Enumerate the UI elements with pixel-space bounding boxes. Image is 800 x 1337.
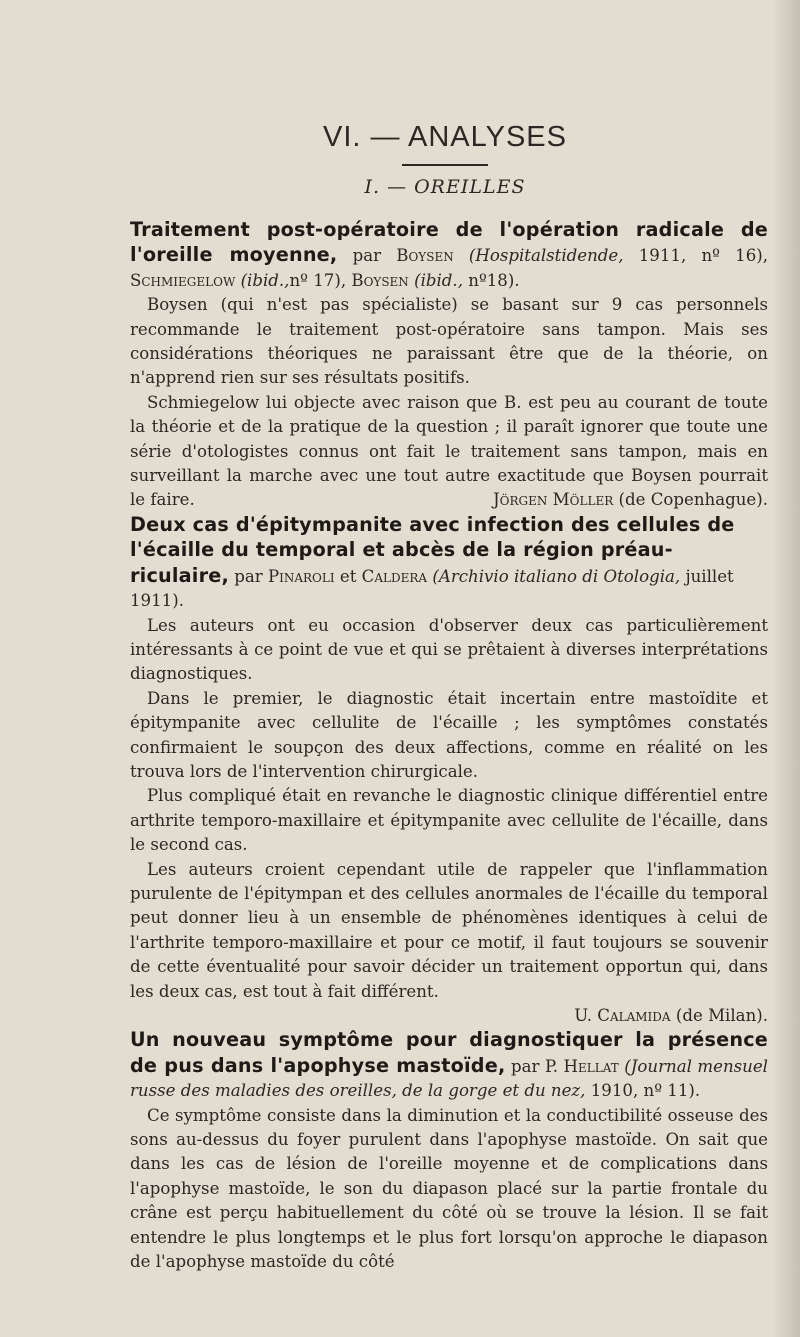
article-1-paragraph: Schmiegelow lui objecte avec raison que B. est peu au courant de toute la théorie et de la pratique de la question ; il paraît ignorer que toute une série d'otologistes connus ont fait le traitement sans tampon, mais en surveillant la marche avec une tout autre exactitude que Boysen pourrait le faire. Jörgen Möller (de Copenhague).: [130, 391, 768, 513]
article-2-paragraph: Les auteurs ont eu occasion d'observer deux cas particulièrement intéressants à ce point de vue et qui se prêtaient à diverses interprétations diagnostiques.: [130, 615, 768, 684]
article-3-source: (Journal mensuel russe des maladies des oreilles, de la gorge et du nez,: [130, 1056, 768, 1101]
article-body: [130, 218, 768, 1274]
article-1-header: Traitement post-opératoire de l'opération radicale de l'oreille moyenne, par Boysen (Hospitalstidende, 1911, nº 16), Schmiegelow (ibid.,nº 17), Boysen (ibid., nº18).: [130, 218, 769, 290]
article-2-signature: U. Calamida (de Milan).: [574, 1006, 768, 1025]
article-2-paragraph: Plus compliqué était en revanche le diagnostic clinique différentiel entre arthrite temporo-maxillaire et épitympanite avec cellulite de l'écaille, dans le second cas.: [130, 786, 768, 855]
article-2-author: Pinaroli: [267, 566, 335, 586]
article-2-heading: Deux cas d'épitympanite avec infection des cellules de l'écaille du temporal et abcès de la région préau-: [130, 512, 735, 562]
article-2-author-2: Caldera: [361, 566, 428, 586]
article-1-heading: Traitement post-opératoire de l'opération radicale de l'oreille moyenne,: [130, 218, 768, 267]
article-2-header: Deux cas d'épitympanite avec infection des cellules de l'écaille du temporal et abcès de la région préau- riculaire, par Pinaroli et Caldera (Archivio italiano di Otologia, juillet 1911).: [130, 512, 735, 611]
subsection-title: I. — OREILLES: [364, 176, 526, 198]
section-dash: —: [370, 121, 401, 153]
article-2-source: (Archivio italiano di Otologia,: [432, 566, 681, 586]
article-1-paragraph: Boysen (qui n'est pas spécialiste) se basant sur 9 cas personnels recommande le traitement post-opératoire sans tampon. Mais ses considérations théoriques ne paraissant être que de la théorie, on n'apprend rien sur ses résultats positifs.: [130, 295, 768, 388]
article-1-signature: Jörgen Möller (de Copenhague).: [493, 490, 768, 510]
article-3-author: P. Hellat: [544, 1056, 619, 1076]
article-1-author-3: Boysen: [351, 270, 409, 290]
article-3-header: Un nouveau symptôme pour diagnostiquer la présence de pus dans l'apophyse mastoïde, par P. Hellat (Journal mensuel russe des maladies des oreilles, de la gorge et du nez, 1910, nº 11).: [130, 1028, 768, 1101]
title-rule: [402, 164, 488, 166]
page-spine-shadow: [772, 0, 800, 1337]
section-title: [120, 121, 770, 154]
section-number: VI.: [323, 121, 362, 153]
article-1-author: Boysen: [396, 246, 454, 266]
article-1-source: (Hospitalstidende,: [468, 246, 624, 266]
article-2-paragraph: Dans le premier, le diagnostic était incertain entre mastoïdite et épitympanite avec cellulite de l'écaille ; les symptômes constatés confirmaient le soupçon des deux affections, comme en réalité on les trouva lors de l'intervention chirurgicale.: [130, 688, 768, 781]
section-name: ANALYSES: [408, 121, 567, 153]
article-1-author-2: Schmiegelow: [130, 270, 236, 290]
article-3-heading: Un nouveau symptôme pour diagnostiquer la présence de pus dans l'apophyse mastoïde,: [130, 1028, 768, 1077]
article-2-paragraph: Les auteurs croient cependant utile de rappeler que l'inflammation purulente de l'épitympan et des cellules anormales de l'écaille du temporal peut donner lieu à un ensemble de phénomènes identiques à celui de l'arthrite temporo-maxillaire et pour ce motif, il faut toujours se souvenir de cette éventualité pour savoir décider un traitement opportun qui, dans les deux cas, est tout à fait différent.: [130, 859, 768, 1001]
article-3-paragraph: Ce symptôme consiste dans la diminution et la conductibilité osseuse des sons au-dessus du foyer purulent dans l'apophyse mastoïde. On sait que dans les cas de lésion de l'oreille moyenne et de complications dans l'apophyse mastoïde, le son du diapason placé sur la partie frontale du crâne est perçu habituellement du côté où se trouve la lésion. Il se fait entendre le plus longtemps et le plus fort lorsqu'on approche le diapason de l'apophyse mastoïde du côté: [130, 1105, 768, 1272]
